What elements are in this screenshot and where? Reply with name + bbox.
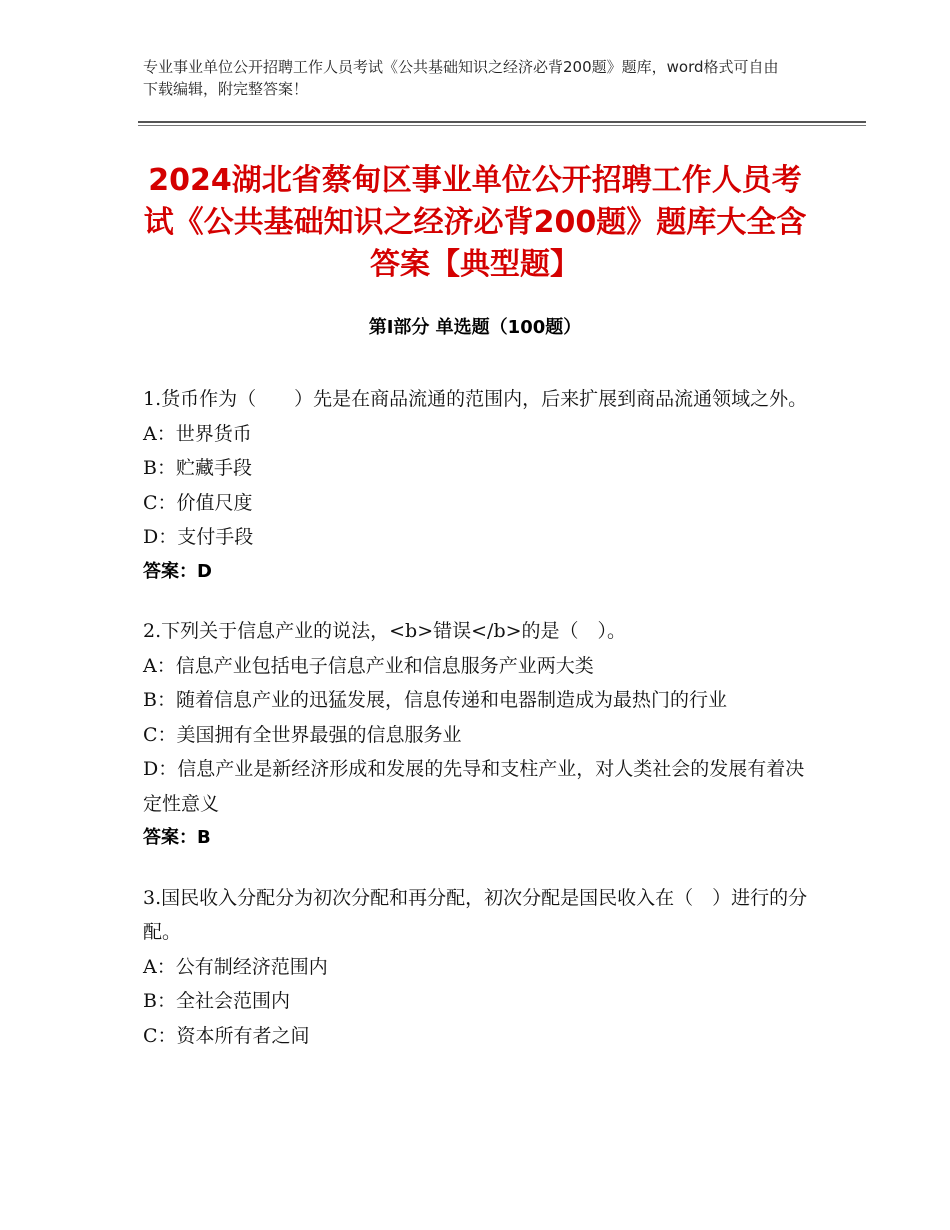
option-a: A：信息产业包括电子信息产业和信息服务产业两大类 <box>143 654 594 677</box>
option-b: B：随着信息产业的迅猛发展，信息传递和电器制造成为最热门的行业 <box>143 689 727 711</box>
option-b: B：贮藏手段 <box>143 457 252 479</box>
section-title: 第Ⅰ部分 单选题（100题） <box>368 317 582 338</box>
question-stem: 1.货币作为（ ）先是在商品流通的范围内，后来扩展到商品流通领域之外。 <box>143 388 808 410</box>
option-d: D：支付手段 <box>143 526 254 548</box>
option-c: C：价值尺度 <box>143 491 253 514</box>
question-1 <box>143 382 808 589</box>
answer-label: 答案：B <box>143 827 211 848</box>
option-a: A：公有制经济范围内 <box>143 955 328 978</box>
answer-label: 答案：D <box>143 560 212 582</box>
option-c: C：美国拥有全世界最强的信息服务业 <box>143 723 462 746</box>
option-b: B：全社会范围内 <box>143 990 290 1012</box>
document-title: 2024湖北省蔡甸区事业单位公开招聘工作人员考试《公共基础知识之经济必背200题》题库大全含答案【典型题】 <box>143 163 807 282</box>
question-stem: 2.下列关于信息产业的说法，<b>错误</b>的是（ ）。 <box>143 620 627 642</box>
question-2 <box>143 614 808 856</box>
header-rule-thick <box>138 121 866 123</box>
option-c: C：资本所有者之间 <box>143 1024 310 1047</box>
option-a: A：世界货币 <box>143 422 252 445</box>
question-stem: 3.国民收入分配分为初次分配和再分配，初次分配是国民收入在（ ）进行的分配。 <box>143 886 808 943</box>
question-list <box>143 382 808 1078</box>
header-note: 专业事业单位公开招聘工作人员考试《公共基础知识之经济必背200题》题库，word格式可自由下载编辑，附完整答案！ <box>143 58 779 98</box>
header-rule-thin <box>138 125 866 126</box>
question-3 <box>143 881 808 1054</box>
option-d: D：信息产业是新经济形成和发展的先导和支柱产业，对人类社会的发展有着决定性意义 <box>143 758 805 815</box>
